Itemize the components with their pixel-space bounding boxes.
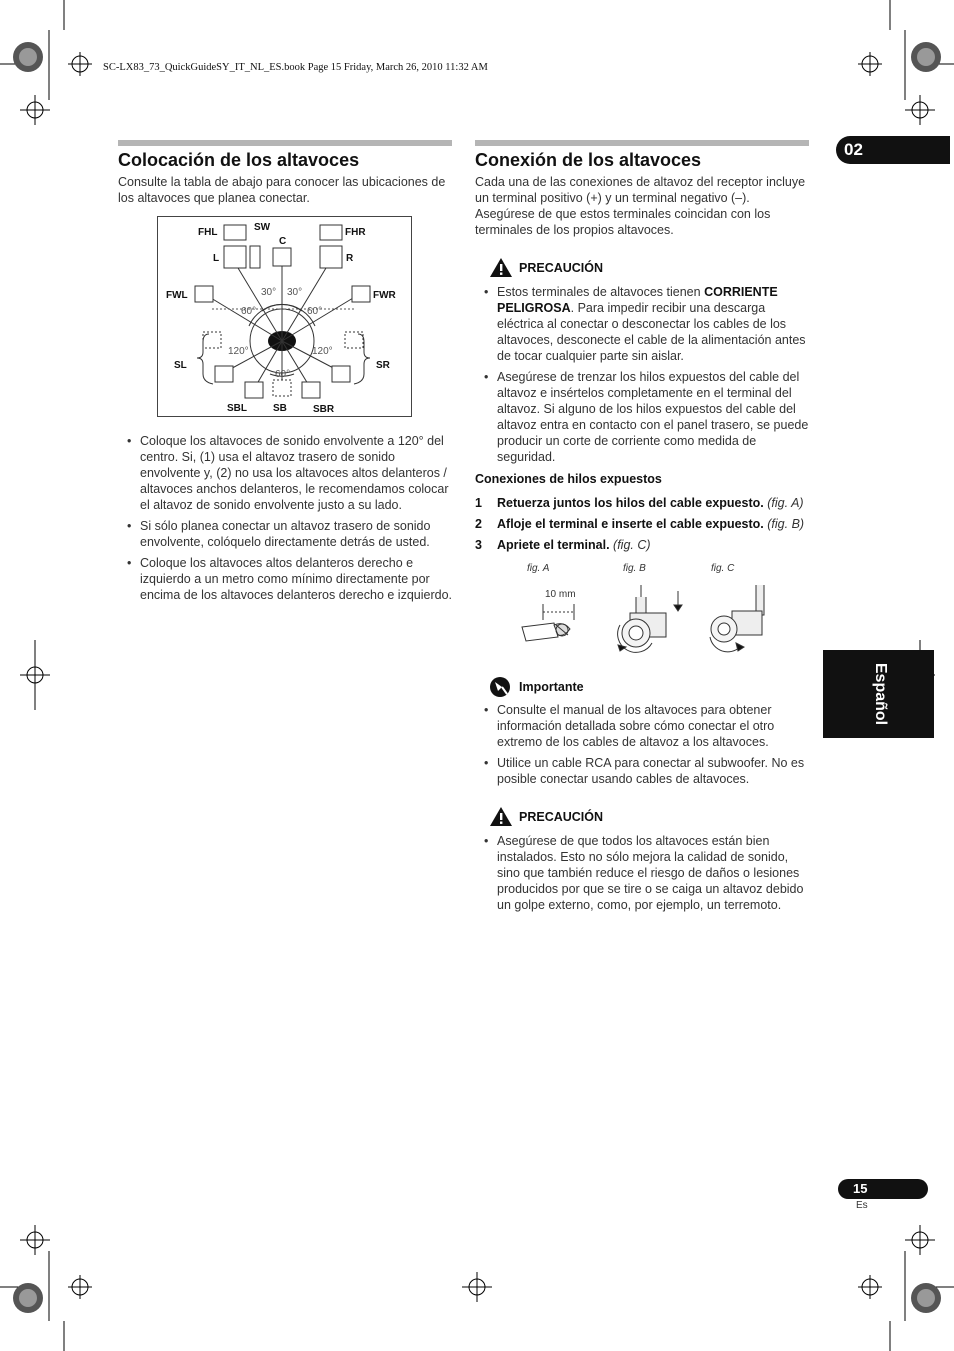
angle-120-right: 120° xyxy=(312,346,333,357)
fig-a-label: fig. A xyxy=(527,563,550,574)
caution-bullet: • Estos terminales de altavoces tienen CORRIENTE PELIGROSA. Para impedir recibir una descarga eléctrica al conectar o desconectar los cables de los altavoces, desconecte el cable de la alimentación antes de tocar cualquier parte sin aislar. xyxy=(475,284,811,364)
label-sb: SB xyxy=(273,403,287,414)
left-bullet: • Coloque los altavoces de sonido envolvente a 120° del centro. Si, (1) usa el altavoz trasero de sonido envolvente y, (2) no usa los altavoces altos delanteros / altavoces anchos delanteros, le recomendamos colocar el altavoz de sonido envolvente justo a su lado. xyxy=(118,433,454,513)
caution-bullets-2 xyxy=(475,833,811,918)
label-sr: SR xyxy=(376,360,390,371)
fig-a-cable-drawing xyxy=(522,604,574,641)
page-number: 15 xyxy=(838,1179,928,1199)
caution-title: PRECAUCIÓN xyxy=(519,809,604,824)
left-bullet: • Si sólo planea conectar un altavoz trasero de sonido envolvente, colóquelo directamente detrás de usted. xyxy=(118,518,454,550)
angle-60-left: 60° xyxy=(241,306,257,317)
fig-b-label: fig. B xyxy=(623,563,646,574)
speaker-sb xyxy=(273,380,291,396)
label-fhl: FHL xyxy=(198,227,218,238)
section-rule-right xyxy=(475,140,809,146)
speaker-fhl xyxy=(224,225,246,240)
label-l: L xyxy=(213,253,220,264)
caution-bullet: • Asegúrese de que todos los altavoces están bien instalados. Esto no sólo mejora la calidad de sonido, sino que también reduce el riesgo de daños o lesiones producidos por que se tire o se caiga un altavoz debido un golpe externo, como, por ejemplo, un terremoto. xyxy=(475,833,811,913)
section-rule-left xyxy=(118,140,452,146)
step-item: 3 Apriete el terminal. (fig. C) xyxy=(475,538,651,552)
steps-list xyxy=(475,495,815,553)
label-sw: SW xyxy=(254,222,271,233)
label-sbl: SBL xyxy=(227,403,247,414)
danger-emphasis: CORRIENTE PELIGROSA xyxy=(497,285,778,315)
speaker-c xyxy=(273,248,291,266)
speaker-sr xyxy=(332,366,350,382)
important-bullet: • Consulte el manual de los altavoces para obtener información detallada sobre cómo conectar el otro extremo de los cables de altavoz a los altavoces. xyxy=(475,702,811,750)
wire-figures xyxy=(518,585,778,655)
fig-c-terminal-drawing xyxy=(710,585,764,652)
chapter-tab: 02 xyxy=(836,136,950,164)
right-intro: Cada una de las conexiones de altavoz del receptor incluye un terminal positivo (+) y un terminal negativo (–). Asegúrese de que estos terminales coincidan con los terminales de los propios altavoces. xyxy=(475,175,806,237)
caution-bullets-1 xyxy=(475,284,811,470)
label-fwl: FWL xyxy=(166,290,188,301)
angle-60-bottom: 60° xyxy=(275,369,291,380)
speaker-sbl xyxy=(245,382,263,398)
speaker-sw xyxy=(250,246,260,268)
warning-icon xyxy=(489,806,513,827)
step-item: 1 Retuerza juntos los hilos del cable expuesto. (fig. A) xyxy=(475,496,804,510)
fig-a-measure: 10 mm xyxy=(545,589,576,600)
label-sbr: SBR xyxy=(313,404,335,415)
important-heading xyxy=(489,676,584,698)
subheading-exposed-wire: Conexiones de hilos expuestos xyxy=(475,472,662,486)
angle-30-left: 30° xyxy=(261,287,277,298)
label-sl: SL xyxy=(174,360,187,371)
speaker-placement-diagram xyxy=(157,216,413,418)
label-r: R xyxy=(346,253,354,264)
left-bullets xyxy=(118,433,454,608)
angle-120-left: 120° xyxy=(228,346,249,357)
page-language: Es xyxy=(856,1200,868,1211)
fig-c-label: fig. C xyxy=(711,563,735,574)
important-bullets xyxy=(475,702,811,792)
important-icon xyxy=(489,676,513,698)
angle-30-right: 30° xyxy=(287,287,303,298)
caution-heading-2 xyxy=(489,806,603,827)
warning-icon xyxy=(489,257,513,278)
file-header: SC-LX83_73_QuickGuideSY_IT_NL_ES.book Page 15 Friday, March 26, 2010 11:32 AM xyxy=(103,62,488,73)
fig-b-terminal-drawing xyxy=(618,585,682,652)
label-fhr: FHR xyxy=(345,227,366,238)
important-bullet: • Utilice un cable RCA para conectar al subwoofer. No es posible conectar usando cables de altavoces. xyxy=(475,755,811,787)
speaker-fwl xyxy=(195,286,213,302)
section-title-left: Colocación de los altavoces xyxy=(118,150,360,170)
speaker-l xyxy=(224,246,246,268)
angle-60-right: 60° xyxy=(307,306,323,317)
speaker-fhr xyxy=(320,225,342,240)
step-item: 2 Afloje el terminal e inserte el cable expuesto. (fig. B) xyxy=(475,517,805,531)
caution-bullet: • Asegúrese de trenzar los hilos expuestos del cable del altavoz e insértelos completamente en el terminal del altavoz. Si alguno de los hilos expuestos del cable del altavoz entra en contacto con el panel trasero, se puede producir un corte de corriente como medida de seguridad. xyxy=(475,369,811,465)
language-tab-label: Español xyxy=(872,662,889,726)
left-bullet: • Coloque los altavoces altos delanteros derecho e izquierdo a un metro como mínimo directamente por encima de los altavoces delanteros derecho e izquierdo. xyxy=(118,555,454,603)
speaker-sbr xyxy=(302,382,320,398)
speaker-r xyxy=(320,246,342,268)
language-tab xyxy=(823,650,934,738)
label-fwr: FWR xyxy=(373,290,396,301)
caution-title: PRECAUCIÓN xyxy=(519,260,604,275)
speaker-sl xyxy=(215,366,233,382)
speaker-fwr xyxy=(352,286,370,302)
label-c: C xyxy=(279,236,287,247)
important-title: Importante xyxy=(519,680,584,694)
section-title-right: Conexión de los altavoces xyxy=(475,150,702,170)
left-intro: Consulte la tabla de abajo para conocer las ubicaciones de los altavoces que planea conectar. xyxy=(118,175,446,205)
caution-heading-1 xyxy=(489,257,603,278)
